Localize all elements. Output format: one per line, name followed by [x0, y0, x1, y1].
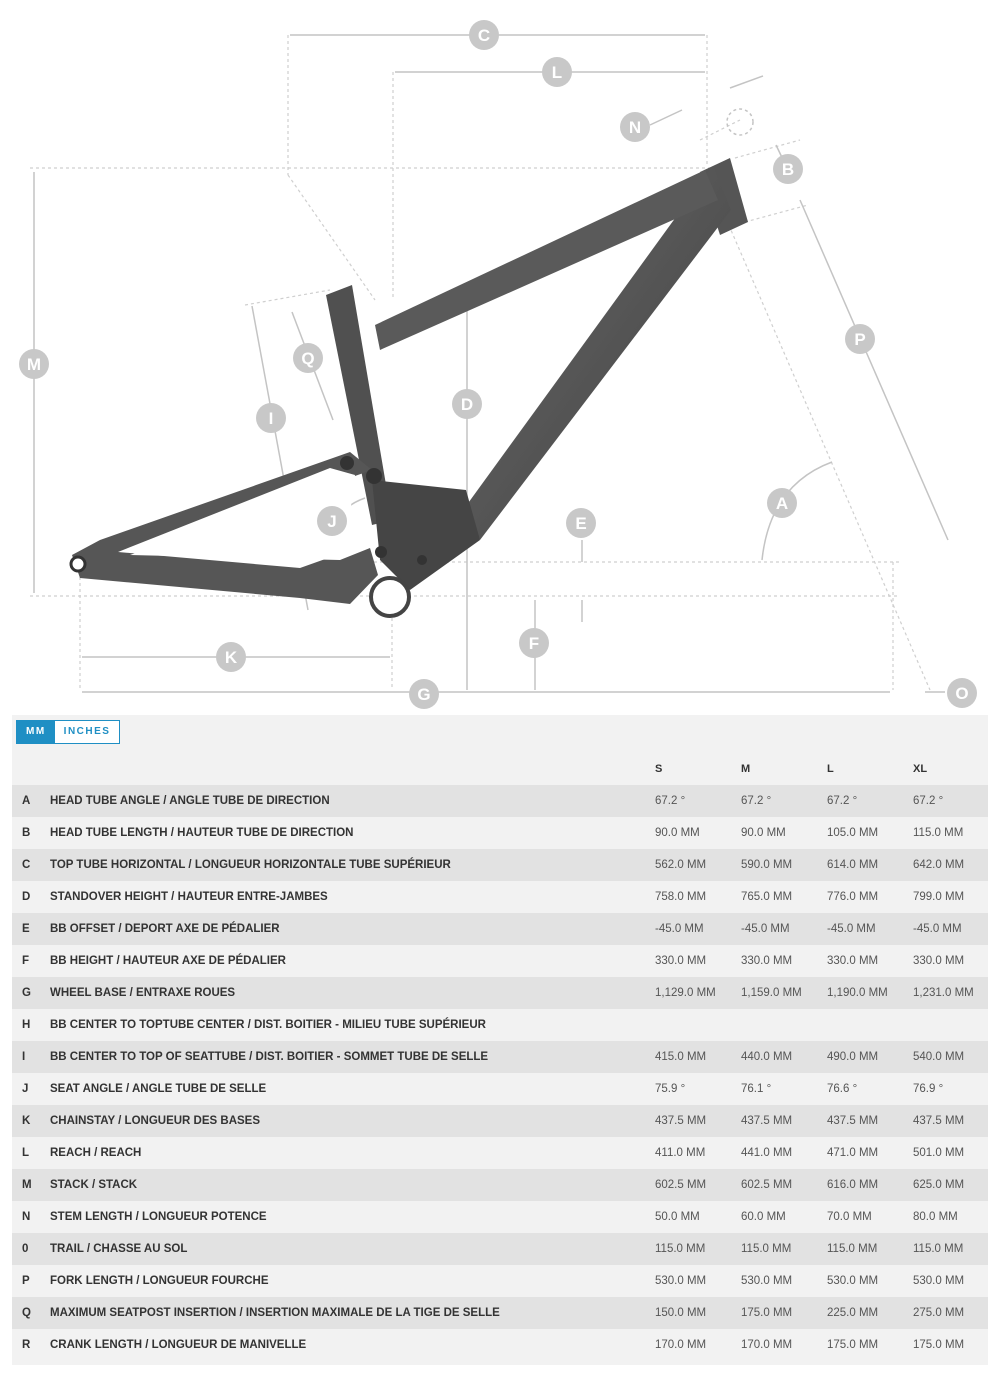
value-cell-s: 150.0 MM [655, 1307, 707, 1319]
unit-toggle [16, 720, 120, 744]
row-label: CHAINSTAY / LONGUEUR DES BASES [50, 1115, 261, 1127]
unit-inches-button[interactable]: INCHES [55, 721, 120, 743]
table-row [12, 1201, 988, 1233]
row-key: P [22, 1275, 30, 1287]
header-label [50, 753, 655, 785]
value-cell-xl: 330.0 MM [913, 955, 965, 967]
row-key: B [22, 827, 31, 839]
dimension-badge-e [566, 508, 596, 538]
value-cell-m: 440.0 MM [741, 1051, 793, 1063]
table-row [12, 1297, 988, 1329]
dimension-badge-b [773, 154, 803, 184]
value-cell-m: 170.0 MM [741, 1339, 793, 1351]
value-cell-xl: 67.2 ° [913, 795, 944, 807]
dimension-lines [34, 35, 948, 692]
value-cell-m: 90.0 MM [741, 827, 786, 839]
geometry-table-body [12, 785, 988, 1361]
row-key: N [22, 1211, 31, 1223]
value-cell-l: 490.0 MM [827, 1051, 879, 1063]
badge-letter: A [775, 494, 789, 513]
header-size-l: L [827, 763, 834, 775]
value-cell-l: 530.0 MM [827, 1275, 879, 1287]
row-label: REACH / REACH [50, 1147, 142, 1159]
row-key: C [22, 859, 31, 871]
value-cell-m [741, 1009, 827, 1041]
geometry-table-panel [12, 715, 988, 1365]
value-cell-s: 75.9 ° [655, 1083, 686, 1095]
table-row [12, 1105, 988, 1137]
value-cell-l: 437.5 MM [827, 1115, 879, 1127]
value-cell-xl: -45.0 MM [913, 923, 962, 935]
row-key: K [22, 1115, 31, 1127]
row-label: BB OFFSET / DEPORT AXE DE PÉDALIER [50, 923, 280, 935]
value-cell-l: 115.0 MM [827, 1243, 878, 1255]
value-cell-m: 437.5 MM [741, 1115, 793, 1127]
row-label: BB CENTER TO TOPTUBE CENTER / DIST. BOITIER - MILIEU TUBE SUPÉRIEUR [50, 1019, 486, 1031]
badge-letter: E [575, 514, 587, 533]
badge-letter: O [955, 684, 969, 703]
table-row [12, 1169, 988, 1201]
table-row [12, 1329, 988, 1361]
value-cell-xl: 1,231.0 MM [913, 987, 974, 999]
value-cell-xl: 76.9 ° [913, 1083, 944, 1095]
row-label: TRAIL / CHASSE AU SOL [50, 1243, 188, 1255]
row-key: R [22, 1339, 31, 1351]
value-cell-s: 437.5 MM [655, 1115, 707, 1127]
badge-letter: F [528, 634, 540, 653]
table-row [12, 785, 988, 817]
value-cell-m: 602.5 MM [741, 1179, 793, 1191]
badge-letter: K [224, 648, 238, 667]
value-cell-s: 415.0 MM [655, 1051, 707, 1063]
value-cell-l: 175.0 MM [827, 1339, 879, 1351]
value-cell-m: 60.0 MM [741, 1211, 786, 1223]
value-cell-xl [913, 1009, 988, 1041]
badge-letter: P [854, 330, 866, 349]
dimension-badge-a [767, 488, 797, 518]
row-key: D [22, 891, 31, 903]
row-label: STANDOVER HEIGHT / HAUTEUR ENTRE-JAMBES [50, 891, 328, 903]
value-cell-m: 67.2 ° [741, 795, 772, 807]
table-row [12, 1073, 988, 1105]
row-key: F [22, 955, 30, 967]
dimension-badge-c [469, 20, 499, 50]
value-cell-l: 776.0 MM [827, 891, 879, 903]
table-row [12, 1009, 988, 1041]
badge-letter: D [460, 395, 474, 414]
table-row [12, 817, 988, 849]
value-cell-m: 330.0 MM [741, 955, 793, 967]
value-cell-l: 471.0 MM [827, 1147, 879, 1159]
row-key: A [22, 795, 31, 807]
badge-letter: G [417, 685, 431, 704]
row-label: TOP TUBE HORIZONTAL / LONGUEUR HORIZONTALE TUBE SUPÉRIEUR [50, 859, 451, 871]
table-row [12, 1233, 988, 1265]
row-key: Q [22, 1307, 31, 1319]
dimension-badge-p [845, 324, 875, 354]
row-label: HEAD TUBE ANGLE / ANGLE TUBE DE DIRECTION [50, 795, 330, 807]
row-key: E [22, 923, 30, 935]
value-cell-l [827, 1009, 913, 1041]
value-cell-m: 441.0 MM [741, 1147, 793, 1159]
value-cell-l: 70.0 MM [827, 1211, 872, 1223]
value-cell-m: 76.1 ° [741, 1083, 772, 1095]
value-cell-xl: 799.0 MM [913, 891, 965, 903]
table-header-row [12, 753, 988, 785]
dimension-badge-g [409, 679, 439, 709]
value-cell-s: 50.0 MM [655, 1211, 700, 1223]
dimension-badge-i [256, 403, 286, 433]
value-cell-s: 115.0 MM [655, 1243, 706, 1255]
row-label: STEM LENGTH / LONGUEUR POTENCE [50, 1211, 267, 1223]
construction-lines [30, 35, 930, 690]
value-cell-s: 170.0 MM [655, 1339, 707, 1351]
dimension-badge-l [542, 57, 572, 87]
table-row [12, 1137, 988, 1169]
value-cell-m: 115.0 MM [741, 1243, 792, 1255]
value-cell-m: 590.0 MM [741, 859, 793, 871]
row-key: H [22, 1019, 31, 1031]
row-label: BB HEIGHT / HAUTEUR AXE DE PÉDALIER [50, 955, 286, 967]
value-cell-s: 602.5 MM [655, 1179, 707, 1191]
row-label: MAXIMUM SEATPOST INSERTION / INSERTION MAXIMALE DE LA TIGE DE SELLE [50, 1307, 500, 1319]
geometry-table [12, 753, 988, 1361]
dimension-badge-j [317, 506, 347, 536]
row-label: HEAD TUBE LENGTH / HAUTEUR TUBE DE DIRECTION [50, 827, 354, 839]
header-size-xl: XL [913, 763, 928, 775]
value-cell-xl: 540.0 MM [913, 1051, 965, 1063]
row-label: BB CENTER TO TOP OF SEATTUBE / DIST. BOITIER - SOMMET TUBE DE SELLE [50, 1051, 489, 1063]
row-label: WHEEL BASE / ENTRAXE ROUES [50, 987, 236, 999]
dimension-badge-k [216, 642, 246, 672]
value-cell-m: 175.0 MM [741, 1307, 793, 1319]
table-row [12, 977, 988, 1009]
row-key: I [22, 1051, 26, 1063]
value-cell-l: 225.0 MM [827, 1307, 879, 1319]
value-cell-s: 411.0 MM [655, 1147, 706, 1159]
value-cell-l: 330.0 MM [827, 955, 879, 967]
value-cell-s: 562.0 MM [655, 859, 707, 871]
badge-letter: M [26, 355, 42, 374]
badge-letter: I [268, 409, 274, 428]
dimension-badge-n [620, 112, 650, 142]
row-label: SEAT ANGLE / ANGLE TUBE DE SELLE [50, 1083, 267, 1095]
dimension-badge-q [293, 343, 323, 373]
dimension-badge-m [19, 349, 49, 379]
dimension-badge-o [947, 678, 977, 708]
value-cell-m: 1,159.0 MM [741, 987, 802, 999]
bike-frame-illustration [71, 158, 748, 616]
value-cell-l: 614.0 MM [827, 859, 879, 871]
unit-mm-button[interactable]: MM [17, 721, 55, 743]
header-key [12, 753, 50, 785]
row-label: FORK LENGTH / LONGUEUR FOURCHE [50, 1275, 269, 1287]
value-cell-xl: 530.0 MM [913, 1275, 965, 1287]
value-cell-xl: 625.0 MM [913, 1179, 965, 1191]
badge-letter: C [477, 26, 491, 45]
dimension-badge-d [452, 389, 482, 419]
value-cell-l: 105.0 MM [827, 827, 879, 839]
row-key: M [22, 1179, 32, 1191]
table-row [12, 881, 988, 913]
badge-letter: L [551, 63, 563, 82]
value-cell-xl: 642.0 MM [913, 859, 965, 871]
dimension-badge-f [519, 628, 549, 658]
badge-letter: Q [301, 349, 315, 368]
value-cell-l: 616.0 MM [827, 1179, 879, 1191]
value-cell-m: 765.0 MM [741, 891, 793, 903]
table-row [12, 849, 988, 881]
value-cell-s: 67.2 ° [655, 795, 686, 807]
badge-letter: N [628, 118, 642, 137]
table-row [12, 913, 988, 945]
row-key: G [22, 987, 31, 999]
table-row [12, 1041, 988, 1073]
value-cell-s [655, 1009, 741, 1041]
value-cell-l: 1,190.0 MM [827, 987, 888, 999]
value-cell-xl: 115.0 MM [913, 827, 964, 839]
value-cell-xl: 115.0 MM [913, 1243, 964, 1255]
value-cell-s: -45.0 MM [655, 923, 704, 935]
value-cell-xl: 175.0 MM [913, 1339, 965, 1351]
value-cell-xl: 501.0 MM [913, 1147, 965, 1159]
value-cell-s: 758.0 MM [655, 891, 707, 903]
value-cell-s: 90.0 MM [655, 827, 700, 839]
value-cell-s: 1,129.0 MM [655, 987, 716, 999]
dimension-label-badges [19, 20, 977, 709]
value-cell-l: 76.6 ° [827, 1083, 858, 1095]
badge-letter: B [781, 160, 795, 179]
value-cell-m: -45.0 MM [741, 923, 790, 935]
value-cell-l: -45.0 MM [827, 923, 876, 935]
header-size-s: S [655, 763, 663, 775]
table-row [12, 945, 988, 977]
header-size-m: M [741, 763, 751, 775]
value-cell-xl: 80.0 MM [913, 1211, 958, 1223]
badge-letter: J [327, 512, 337, 531]
value-cell-xl: 437.5 MM [913, 1115, 965, 1127]
row-label: STACK / STACK [50, 1179, 138, 1191]
table-row [12, 1265, 988, 1297]
value-cell-l: 67.2 ° [827, 795, 858, 807]
row-key: 0 [22, 1243, 29, 1255]
value-cell-s: 530.0 MM [655, 1275, 707, 1287]
row-label: CRANK LENGTH / LONGUEUR DE MANIVELLE [50, 1339, 307, 1351]
value-cell-s: 330.0 MM [655, 955, 707, 967]
row-key: L [22, 1147, 30, 1159]
value-cell-xl: 275.0 MM [913, 1307, 965, 1319]
value-cell-m: 530.0 MM [741, 1275, 793, 1287]
row-key: J [22, 1083, 29, 1095]
